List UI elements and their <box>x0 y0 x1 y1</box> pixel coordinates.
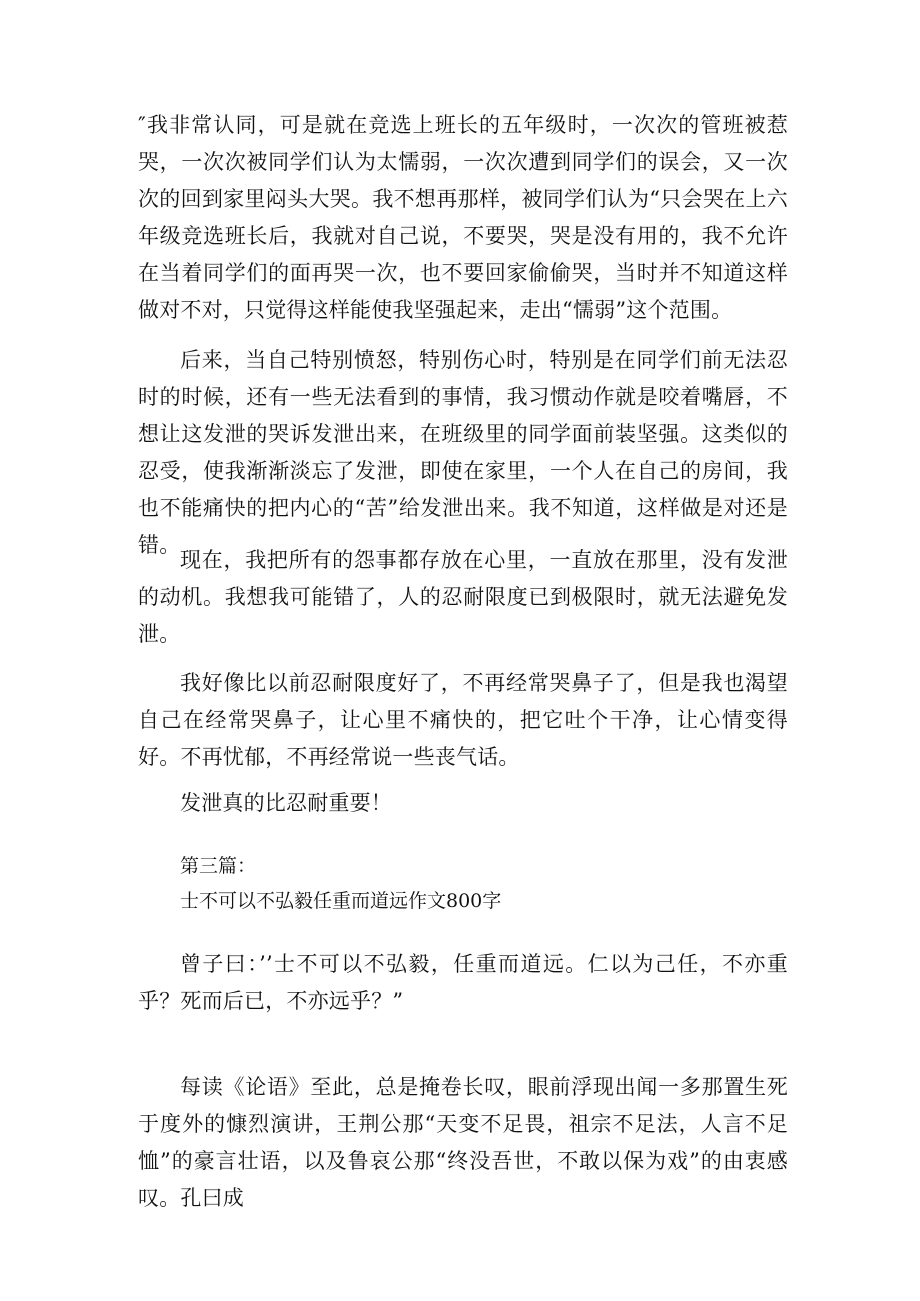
section-title: 士不可以不弘毅任重而道远作文800字 <box>180 890 502 912</box>
paragraph-5: 发泄真的比忍耐重要！ <box>180 791 392 815</box>
essay-paragraph-1: 曾子曰：’’士不可以不弘毅，任重而道远。仁以为己任，不亦重乎？死而后已，不亦远乎？” <box>138 952 788 1013</box>
essay-paragraph-2: 每读《论语》至此，总是掩卷长叹，眼前浮现出闻一多那置生死于度外的慷烈演讲，王荆公那“天变不足畏，祖宗不足法，人言不足恤”的豪言壮语，以及鲁哀公那“终没吾世，不敢以保为戏”的由衷感叹。孔曰成 <box>138 1075 788 1210</box>
paragraph-2: 后来，当自己特别愤怒，特别伤心时，特别是在同学们前无法忍时的时候，还有一些无法看到的事情，我习惯动作就是咬着嘴唇，不想让这发泄的哭诉发泄出来，在班级里的同学面前装坚强。这类似的忍受，使我渐渐淡忘了发泄，即使在家里，一个人在自己的房间，我也不能痛快的把内心的“苦”给发泄出来。我不知道，这样做是对还是错。 <box>138 348 788 557</box>
paragraph-3: 现在，我把所有的怨事都存放在心里，一直放在那里，没有发泄的动机。我想我可能错了，人的忍耐限度已到极限时，就无法避免发泄。 <box>138 548 788 646</box>
section-label: 第三篇： <box>180 855 257 877</box>
paragraph-4: 我好像比以前忍耐限度好了，不再经常哭鼻子了，但是我也渴望自己在经常哭鼻子，让心里不痛快的，把它吐个干净，让心情变得好。不再忧郁，不再经常说一些丧气话。 <box>138 671 788 769</box>
paragraph-1: ″我非常认同，可是就在竞选上班长的五年级时，一次次的管班被惹哭，一次次被同学们认为太懦弱，一次次遭到同学们的误会，又一次次的回到家里闷头大哭。我不想再那样，被同学们认为“只会哭在上六年级竞选班长后，我就对自己说，不要哭，哭是没有用的，我不允许在当着同学们的面再哭一次，也不要回家偷偷哭，当时并不知道这样做对不对，只觉得这样能使我坚强起来，走出“懦弱”这个范围。 <box>138 113 788 322</box>
